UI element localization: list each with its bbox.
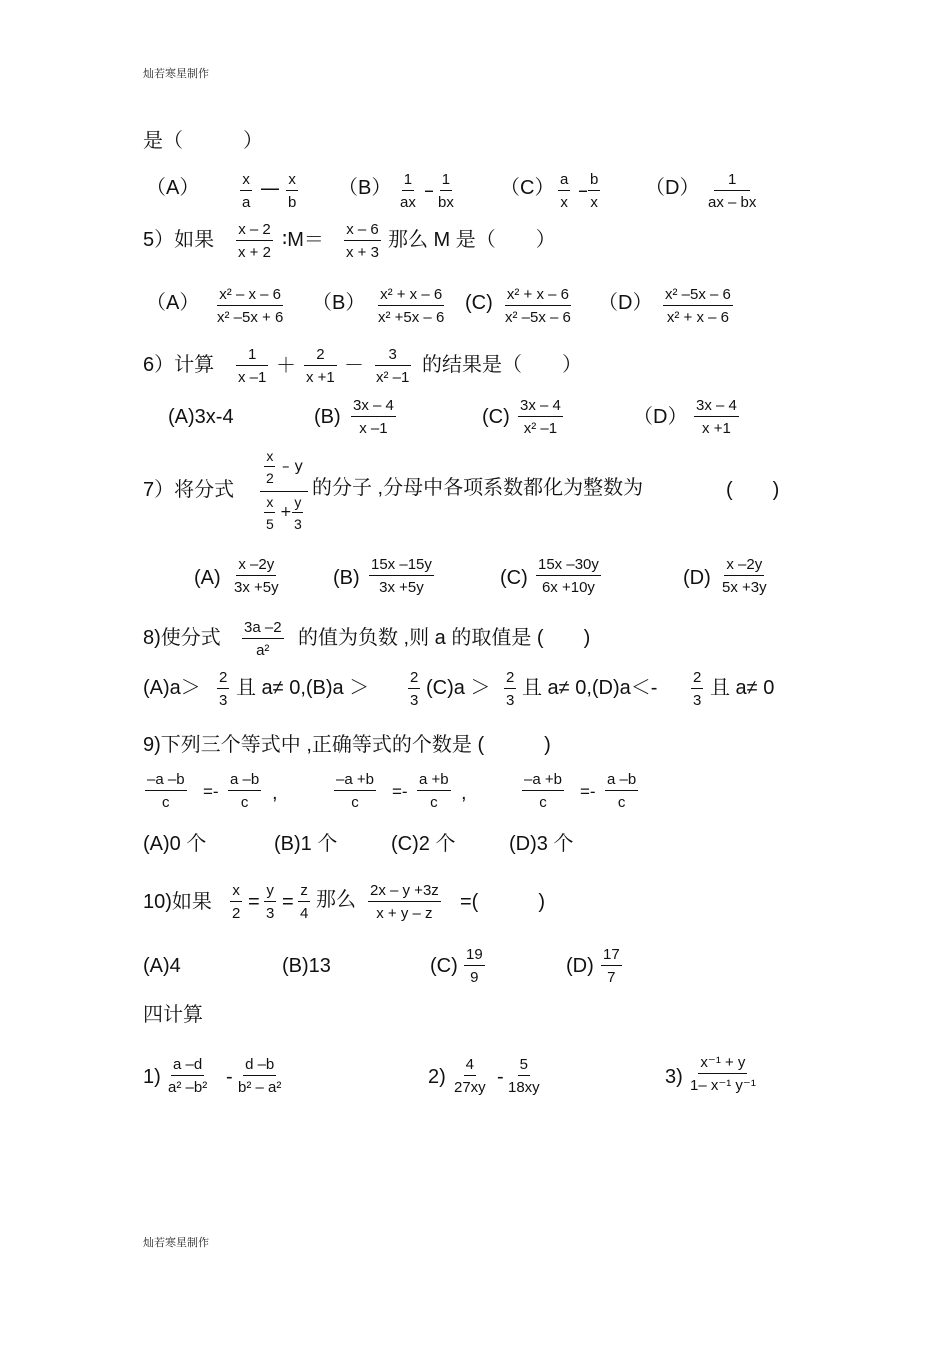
q4-c-den2: x — [590, 194, 598, 211]
problem3-fraction — [688, 1055, 758, 1093]
q4-c-num1: a — [558, 172, 570, 191]
q8-a-den: 3 — [219, 692, 228, 709]
q5-c-fraction — [503, 287, 573, 325]
q7-prefix: 7）将分式 — [143, 479, 235, 501]
q4-stem: 是（ ） — [143, 130, 263, 152]
q7-c-num: 15x –30y — [536, 557, 601, 576]
q5-d-den: x² + x – 6 — [666, 309, 729, 326]
q6-d-den: x +1 — [702, 420, 731, 437]
q4-c-num2: b — [588, 172, 600, 191]
q7-top-num: x — [264, 449, 275, 467]
problem2-fraction1 — [452, 1057, 488, 1095]
q7-bottom-operator: + — [280, 504, 292, 520]
q4-option-c-label: （C） — [500, 177, 555, 199]
q5-c-num: x² + x – 6 — [505, 287, 571, 306]
q7-top-fraction — [264, 449, 276, 485]
problem1-num1: a –d — [171, 1057, 204, 1076]
q9-eq1-left-den: c — [162, 794, 170, 811]
q7-bottom-fraction1 — [264, 495, 276, 531]
q5-fraction2 — [344, 222, 381, 260]
problem1-fraction2 — [236, 1057, 283, 1095]
problem3-num: x⁻¹ + y — [698, 1055, 747, 1074]
q8-option-d-tail: 且 a≠ 0 — [710, 677, 775, 699]
q7-answer-paren: ( ) — [726, 479, 780, 501]
q5-middle: ∶M＝ — [282, 229, 324, 251]
q4-option-b-label: （B） — [338, 177, 392, 199]
problem1-operator: - — [226, 1066, 233, 1088]
problem2-num1: 4 — [464, 1057, 476, 1076]
q7-c-den: 6x +10y — [541, 579, 595, 596]
q4-c-fraction2 — [588, 172, 600, 210]
q4-b-fraction1 — [398, 172, 418, 210]
q9-eq2-left-den: c — [351, 794, 359, 811]
q7-main-bar — [260, 491, 308, 492]
q9-eq2-right-num: a +b — [417, 772, 451, 791]
q4-a-operator: — — [260, 176, 280, 200]
problem2-fraction2 — [506, 1057, 542, 1095]
q9-eq1-left — [145, 772, 187, 810]
q6-d-fraction — [694, 398, 739, 436]
q7-a-fraction — [232, 557, 281, 595]
problem1-fraction1 — [166, 1057, 209, 1095]
q7-a-den: 3x +5y — [234, 579, 279, 596]
q4-a-num2: x — [286, 172, 298, 191]
q7-c-fraction — [536, 557, 601, 595]
q10-c-den: 9 — [470, 969, 479, 986]
q10-f3-num: z — [298, 883, 310, 902]
q8-a-num: 2 — [217, 670, 229, 689]
problem1-den1: a² –b² — [168, 1079, 208, 1096]
q10-fraction2 — [264, 883, 276, 921]
q10-d-den: 7 — [607, 969, 616, 986]
q9-eq3-right-den: c — [617, 794, 626, 811]
q9-eq1-left-num: –a –b — [145, 772, 187, 791]
q9-eq1-comma: , — [272, 782, 278, 804]
q6-c-fraction — [518, 398, 563, 436]
q6-operator1: ＋ — [276, 353, 296, 377]
problem1-label: 1) — [143, 1066, 161, 1088]
q10-fraction1 — [230, 883, 242, 921]
q4-a-den1: a — [242, 194, 251, 211]
q6-d-num: 3x – 4 — [694, 398, 739, 417]
q7-bot-den1: 5 — [266, 516, 274, 532]
q8-fraction — [242, 620, 284, 658]
q6-option-b-label: (B) — [314, 406, 341, 428]
q7-d-num: x –2y — [724, 557, 764, 576]
q8-c-den: 3 — [506, 692, 515, 709]
q7-d-den: 5x +3y — [722, 579, 767, 596]
q10-f1-den: 2 — [232, 905, 241, 922]
q9-eq3-left-num: –a +b — [522, 772, 564, 791]
q4-b-fraction2 — [436, 172, 456, 210]
q8-c-num: 2 — [504, 670, 516, 689]
q9-eq3-left — [522, 772, 564, 810]
page-footer: 灿若寒星制作 — [143, 1236, 209, 1249]
problem3-label: 3) — [665, 1066, 683, 1088]
q8-b-fraction — [408, 670, 420, 708]
q5-fraction1 — [236, 222, 273, 260]
q6-operator2: － — [344, 353, 364, 377]
q4-option-d-label: （D） — [645, 177, 700, 199]
q6-f3-den: x² –1 — [376, 369, 410, 386]
q5-option-a-label: （A） — [146, 292, 200, 314]
q9-stem: 9)下列三个等式中 ,正确等式的个数是 ( ) — [143, 734, 551, 756]
q5-c-den: x² –5x – 6 — [505, 309, 571, 326]
q7-a-num: x –2y — [236, 557, 276, 576]
q6-suffix: 的结果是（ ） — [422, 354, 582, 376]
q4-a-fraction1 — [240, 172, 252, 210]
q6-option-a: (A)3x-4 — [168, 406, 234, 428]
q10-equals2: = — [282, 891, 294, 913]
q6-c-num: 3x – 4 — [518, 398, 563, 417]
q7-top-den: 2 — [266, 470, 274, 486]
q10-option-d-label: (D) — [566, 955, 594, 977]
q9-eq1-right — [228, 772, 261, 810]
q8-option-d-text: 且 a≠ 0,(D)a＜- — [522, 677, 658, 699]
q8-option-c-text: (C)a ＞ — [426, 677, 491, 699]
q10-f4-num: 2x – y +3z — [368, 883, 441, 902]
q5-a-num: x² – x – 6 — [217, 287, 283, 306]
q5-f2-den: x + 3 — [346, 244, 379, 261]
q9-option-c: (C)2 个 — [391, 833, 456, 855]
q10-d-fraction — [601, 947, 622, 985]
q8-d-num: 2 — [691, 670, 703, 689]
q6-prefix: 6）计算 — [143, 354, 215, 376]
problem1-num2: d –b — [243, 1057, 276, 1076]
q10-fraction3 — [298, 883, 310, 921]
q7-bot-num2: y — [292, 495, 303, 513]
q10-f2-num: y — [264, 883, 276, 902]
q5-d-fraction — [663, 287, 733, 325]
q9-eq1-right-den: c — [240, 794, 249, 811]
q4-a-num1: x — [240, 172, 252, 191]
problem1-den2: b² – a² — [238, 1079, 282, 1096]
q10-middle: 那么 — [316, 889, 356, 911]
q9-eq2-right-den: c — [430, 794, 438, 811]
q5-prefix: 5）如果 — [143, 229, 215, 251]
q10-option-a: (A)4 — [143, 955, 181, 977]
q10-fraction4 — [368, 883, 441, 921]
q10-equals1: = — [248, 891, 260, 913]
q10-f1-num: x — [230, 883, 242, 902]
q5-f2-num: x – 6 — [344, 222, 381, 241]
q4-b-num2: 1 — [440, 172, 452, 191]
problem2-den2: 18xy — [508, 1079, 540, 1096]
problem2-num2: 5 — [518, 1057, 530, 1076]
q10-option-c-label: (C) — [430, 955, 458, 977]
q10-f2-den: 3 — [266, 905, 275, 922]
problem2-label: 2) — [428, 1066, 446, 1088]
q4-option-a-label: （A） — [146, 177, 200, 199]
q7-d-fraction — [720, 557, 769, 595]
q9-option-a: (A)0 个 — [143, 833, 207, 855]
q10-c-fraction — [464, 947, 485, 985]
q5-option-b-label: （B） — [312, 292, 366, 314]
q6-c-den: x² –1 — [523, 420, 558, 437]
q4-d-num: 1 — [714, 172, 750, 191]
q7-option-a-label: (A) — [194, 567, 221, 589]
q10-option-b: (B)13 — [282, 955, 331, 977]
q6-option-c-label: (C) — [482, 406, 510, 428]
q4-c-den1: x — [560, 194, 568, 211]
q6-b-num: 3x – 4 — [351, 398, 396, 417]
q4-d-fraction — [706, 172, 758, 210]
q8-c-fraction — [504, 670, 516, 708]
q8-option-a-text: (A)a＞ — [143, 677, 201, 699]
q9-eq1-sign: =- — [203, 782, 219, 801]
q10-d-num: 17 — [601, 947, 622, 966]
q5-option-d-label: （D） — [598, 292, 653, 314]
q9-eq2-comma: , — [461, 782, 467, 804]
q7-bottom-fraction2 — [292, 495, 304, 531]
q9-eq3-sign: =- — [580, 782, 596, 801]
q4-b-operator: – — [424, 178, 434, 202]
q7-suffix: 的分子 ,分母中各项系数都化为整数为 — [312, 477, 644, 499]
q7-option-b-label: (B) — [333, 567, 360, 589]
q7-b-den: 3x +5y — [379, 579, 424, 596]
q5-b-fraction — [376, 287, 446, 325]
q9-option-b: (B)1 个 — [274, 833, 338, 855]
q8-d-fraction — [691, 670, 703, 708]
q8-num: 3a –2 — [242, 620, 284, 639]
q4-a-den2: b — [288, 194, 297, 211]
q7-bot-den2: 3 — [294, 516, 302, 532]
problem3-den: 1– x⁻¹ y⁻¹ — [690, 1077, 756, 1094]
q8-d-den: 3 — [693, 692, 702, 709]
q10-c-num: 19 — [464, 947, 485, 966]
q10-prefix: 10)如果 — [143, 891, 212, 913]
q4-b-den2: bx — [438, 194, 454, 211]
q7-bot-num1: x — [264, 495, 275, 513]
q5-b-den: x² +5x – 6 — [378, 309, 445, 326]
q5-b-num: x² + x – 6 — [378, 287, 444, 306]
q4-a-fraction2 — [286, 172, 298, 210]
q5-suffix: 那么 M 是（ ） — [388, 229, 556, 251]
q5-a-fraction — [215, 287, 285, 325]
q10-f3-den: 4 — [300, 905, 309, 922]
q8-option-b-text: 且 a≠ 0,(B)a ＞ — [236, 677, 370, 699]
page-header: 灿若寒星制作 — [143, 67, 209, 80]
q4-c-operator: – — [578, 178, 588, 202]
q7-top-rest: – y — [282, 457, 304, 475]
problem2-den1: 27xy — [454, 1079, 486, 1096]
section4-title: 四计算 — [143, 1004, 203, 1026]
q9-eq3-left-den: c — [539, 794, 547, 811]
problem2-operator: - — [497, 1066, 504, 1088]
q6-f3-num: 3 — [375, 347, 411, 366]
q8-b-num: 2 — [408, 670, 420, 689]
q4-b-num1: 1 — [402, 172, 414, 191]
q6-f1-den: x –1 — [238, 369, 267, 386]
q6-fraction2 — [304, 347, 337, 385]
q4-b-den1: ax — [400, 194, 416, 211]
q6-fraction1 — [236, 347, 268, 385]
q8-prefix: 8)使分式 — [143, 627, 221, 649]
q6-option-d-label: （D） — [633, 406, 688, 428]
q9-eq2-right — [417, 772, 451, 810]
q10-f4-den: x + y – z — [376, 905, 433, 922]
q9-eq2-left — [334, 772, 376, 810]
q6-fraction3 — [374, 347, 411, 385]
q5-option-c-label: (C) — [465, 292, 493, 314]
q4-d-den: ax – bx — [708, 194, 757, 211]
q6-f2-den: x +1 — [306, 369, 335, 386]
q7-b-fraction — [369, 557, 434, 595]
q7-complex-fraction — [260, 449, 310, 539]
q6-b-fraction — [351, 398, 396, 436]
q5-f1-num: x – 2 — [236, 222, 273, 241]
q9-option-d: (D)3 个 — [509, 833, 574, 855]
q5-f1-den: x + 2 — [238, 244, 271, 261]
q6-f2-num: 2 — [304, 347, 336, 366]
q5-d-num: x² –5x – 6 — [663, 287, 733, 306]
q8-a-fraction — [217, 670, 229, 708]
q9-eq2-left-num: –a +b — [334, 772, 376, 791]
q8-b-den: 3 — [410, 692, 419, 709]
q6-f1-num: 1 — [236, 347, 268, 366]
q9-eq3-right-num: a –b — [605, 772, 638, 791]
q9-eq1-right-num: a –b — [228, 772, 261, 791]
q4-c-fraction1 — [558, 172, 570, 210]
q6-b-den: x –1 — [359, 420, 388, 437]
q9-eq3-right — [605, 772, 638, 810]
q7-option-d-label: (D) — [683, 567, 711, 589]
q7-b-num: 15x –15y — [369, 557, 434, 576]
q10-suffix: =( ) — [460, 891, 545, 913]
q8-den: a² — [256, 642, 270, 659]
q7-option-c-label: (C) — [500, 567, 528, 589]
q9-eq2-sign: =- — [392, 782, 408, 801]
q5-a-den: x² –5x + 6 — [217, 309, 284, 326]
q8-suffix: 的值为负数 ,则 a 的取值是 ( ) — [298, 627, 591, 649]
